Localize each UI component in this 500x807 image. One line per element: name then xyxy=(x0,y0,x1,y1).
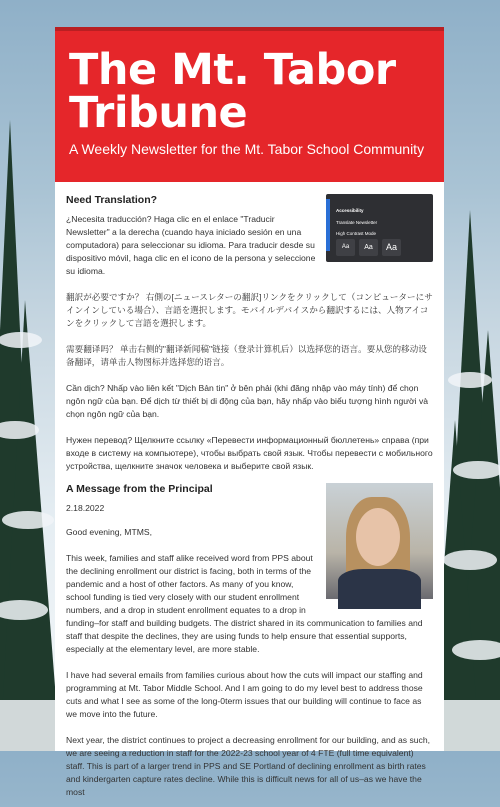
accessibility-title: Accessibility xyxy=(336,208,364,213)
text-size-large: Aa xyxy=(382,239,401,256)
newsletter-title: The Mt. Tabor Tribune xyxy=(69,45,396,138)
translate-newsletter-label: Translate Newsletter xyxy=(336,220,378,225)
accessibility-panel-image xyxy=(326,194,433,262)
principal-photo xyxy=(326,483,433,599)
principal-heading: A Message from the Principal xyxy=(66,483,213,495)
principal-greeting: Good evening, MTMS, xyxy=(66,527,152,537)
high-contrast-label: High Contrast Mode xyxy=(336,231,377,236)
text-size-small: Aa xyxy=(336,239,355,256)
newsletter-body xyxy=(55,182,444,807)
newsletter-subtitle: A Weekly Newsletter for the Mt. Tabor School Community xyxy=(69,141,425,157)
translation-section xyxy=(66,194,433,483)
translation-heading: Need Translation? xyxy=(66,194,158,206)
principal-paragraph-1: This week, families and staff alike received word from PPS about the declining enrollment our district is facing, both in terms of the pandemic and a host of other factors. As many of you know, school funding is tied very closely with our student enrollment numbers, and a drop in student enrollment equates to a drop in funding–for staff and building budgets. The district shared in its communication to families and staff that despite the declines, they are using funds to help ensure that essential supports, especially at the elementary level, are more stable. xyxy=(66,553,423,654)
principal-paragraph-3: Next year, the district continues to project a decreasing enrollment for our building, and as such, we are seeing a reduction in staff for the 2022-23 school year of 4 FTE (full time equivalent) staff. This is part of a larger trend in PPS and SE Portland of declining enrollment as birth rates and kindergarten capture rates decline. While this is difficult news for all of us–as we have the most xyxy=(66,735,431,797)
newsletter-header xyxy=(55,27,444,182)
translation-russian: Нужен перевод? Щелкните ссылку «Перевести информационный бюллетень» справа (при входе в систему на компьютере), чтобы выбрать свой язык. Чтобы перевести с мобильного устройства, щелкните значок человека и выберите свой язык. xyxy=(66,435,433,471)
principal-paragraph-2: I have had several emails from families curious about how the cuts will impact our staffing and programming at Mt. Tabor Middle School. And I am going to do my level best to address those cuts and what I see as some of the long-0term issues that our building will continue to face as we move into the future. xyxy=(66,670,423,719)
newsletter-card xyxy=(55,27,444,797)
text-size-medium: Aa xyxy=(359,239,378,256)
principal-section xyxy=(66,483,433,807)
translation-japanese: 翻訳が必要ですか？ 右側の[ニュースレターの翻訳]リンクをクリックして（コンピューターにサインインしている場合）、言語を選択します。モバイルデバイスから翻訳するには、人物アイコンをクリックして言語を選択します。 xyxy=(66,292,433,328)
translation-spanish: ¿Necesita traducción? Haga clic en el enlace "Traducir Newsletter" a la derecha (cuando haya iniciado sesión en una computadora) para seleccionar su idioma. Para traducir desde su dispositivo móvil, haga clic en el icono de la persona y seleccione su idioma. xyxy=(66,214,316,276)
translation-chinese: 需要翻译吗？ 单击右侧的"翻译新闻稿"链接（登录计算机后）以选择您的语言。要从您的移动设备翻译，请单击人物图标并选择您的语言。 xyxy=(66,344,427,367)
translation-vietnamese: Cần dịch? Nhấp vào liên kết "Dịch Bản tin" ở bên phải (khi đăng nhập vào máy tính) để chọn ngôn ngữ của bạn. Để dịch từ thiết bị di động của bạn, hãy nhấp vào biểu tượng hình người và chọn ngôn ngữ của bạn. xyxy=(66,383,429,419)
principal-date: 2.18.2022 xyxy=(66,503,105,513)
